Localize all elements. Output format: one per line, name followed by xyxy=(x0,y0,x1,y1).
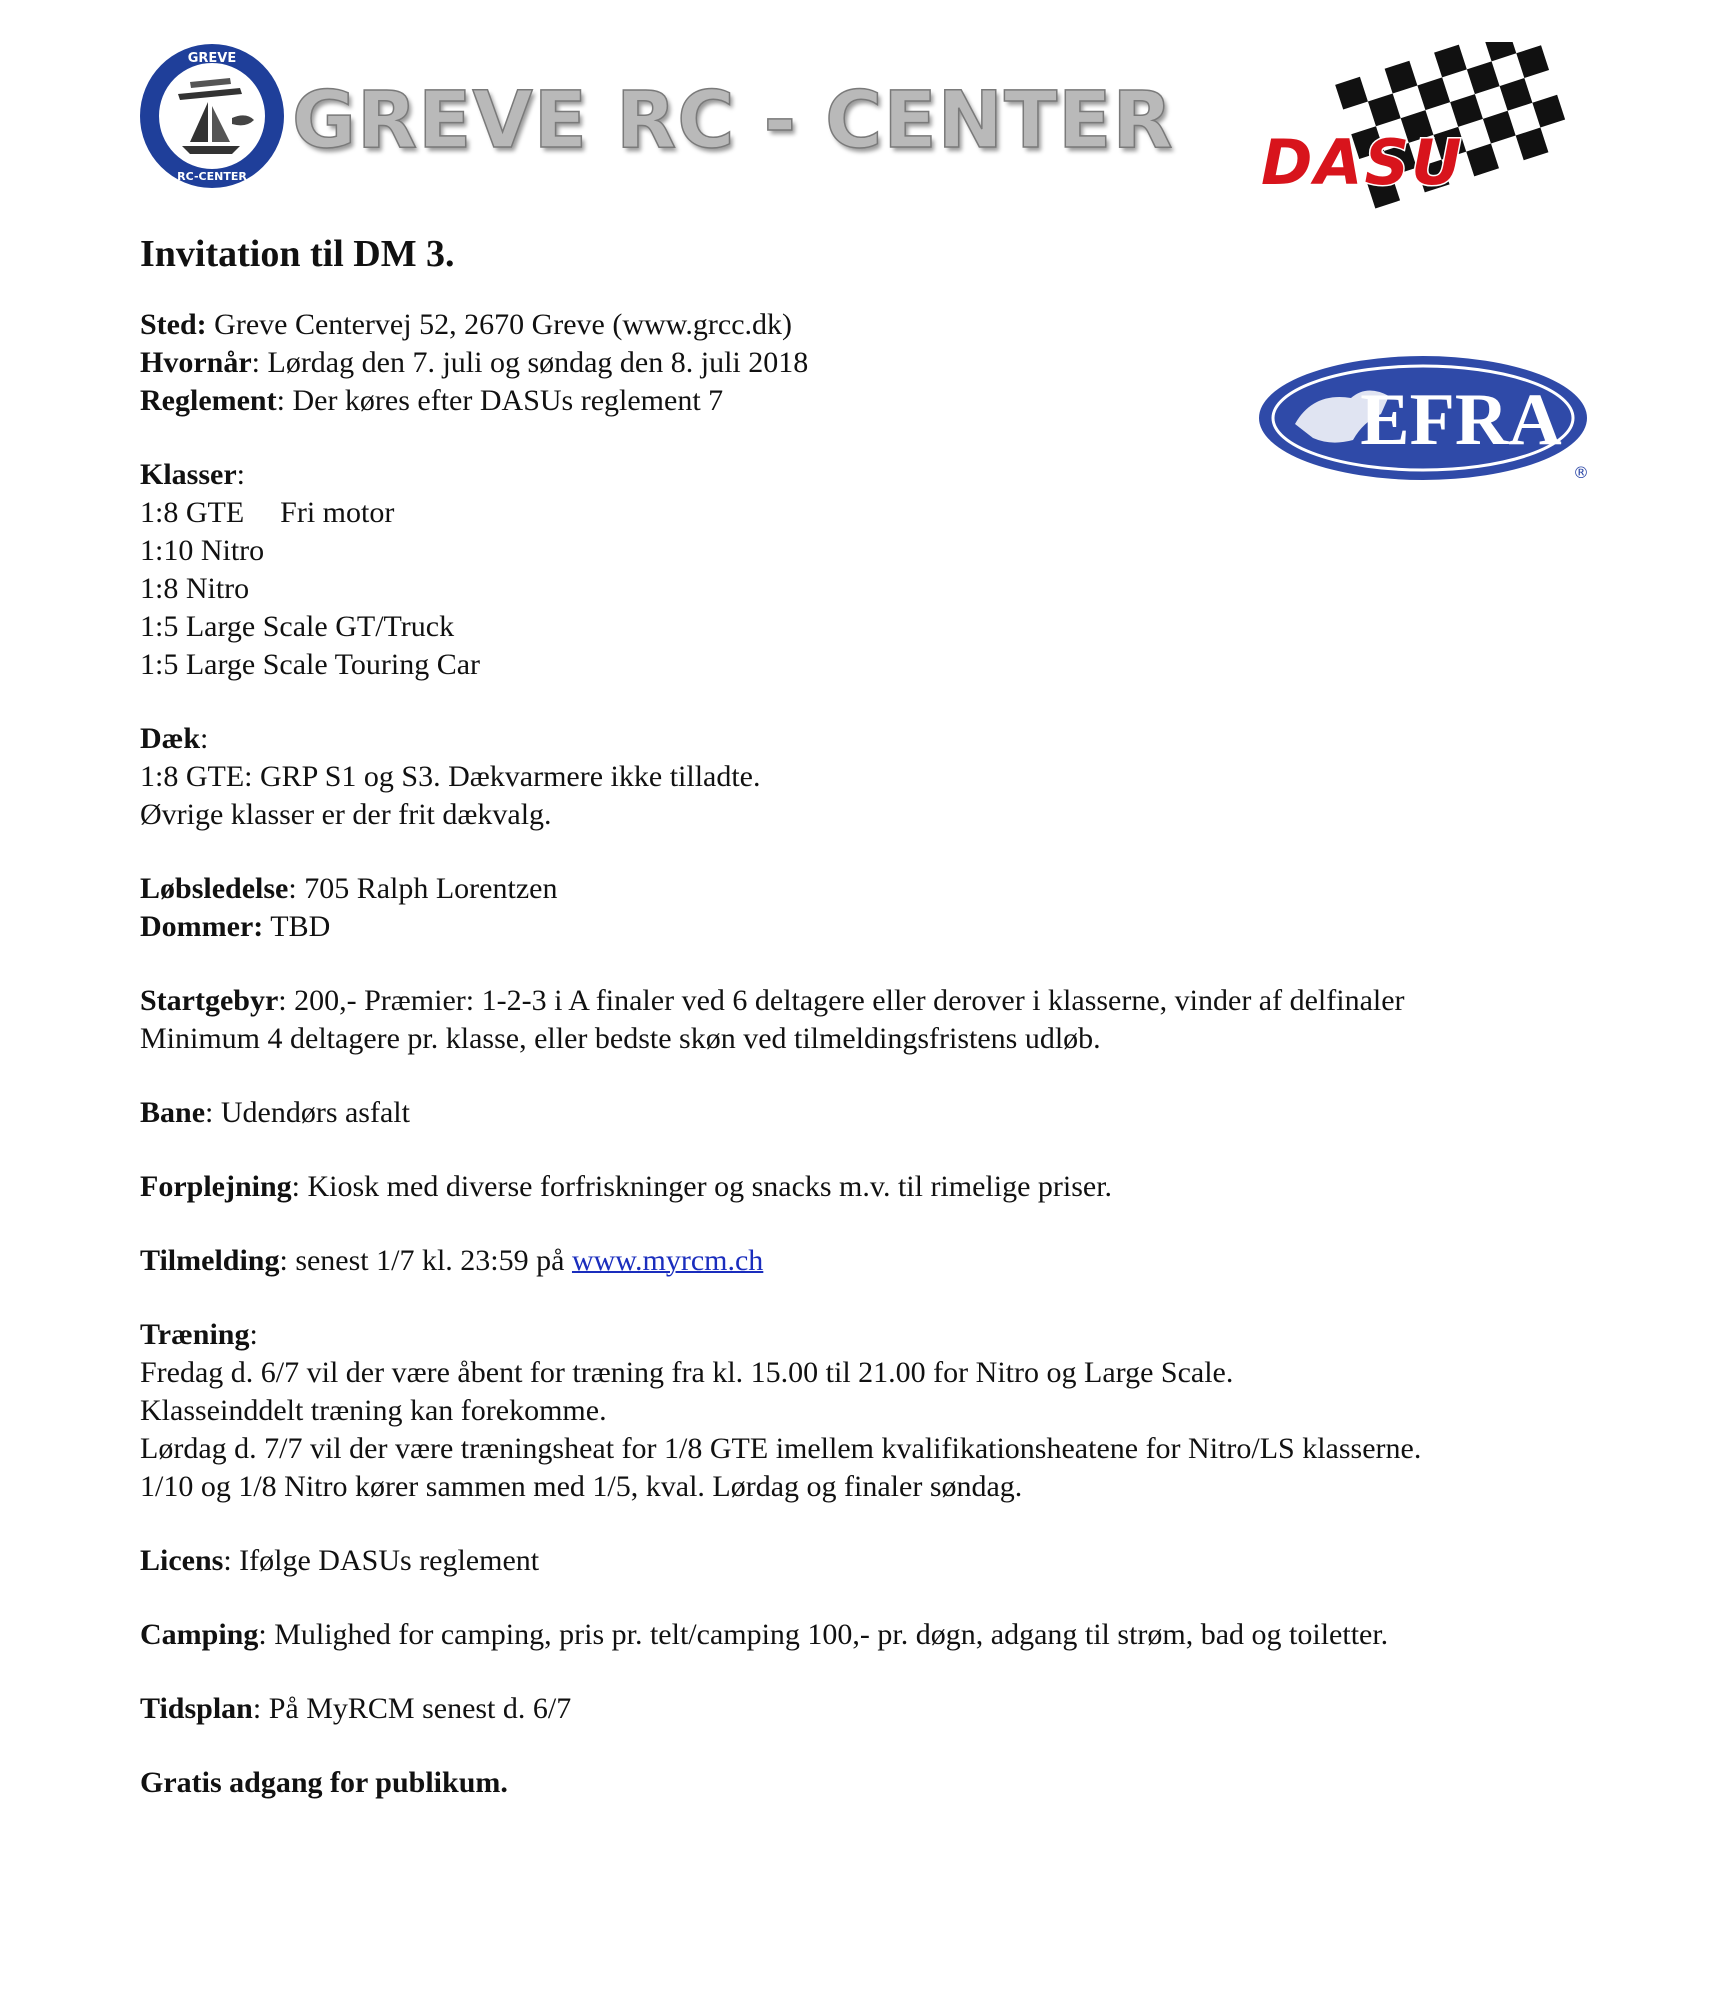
dasu-logo-text: DASU xyxy=(1261,126,1464,199)
entry-fee-minimum: Minimum 4 deltagere pr. klasse, eller bedste skøn ved tilmeldingsfristens udløb. xyxy=(140,1022,1101,1055)
camping-label: Camping xyxy=(140,1618,259,1651)
efra-registered-mark: ® xyxy=(1573,463,1589,482)
license-label: Licens xyxy=(140,1544,224,1577)
class-item: 1:8 Nitro xyxy=(140,572,250,605)
class-item: 1:10 Nitro xyxy=(140,534,265,567)
classes-heading xyxy=(140,456,1560,494)
license-section xyxy=(140,1542,1560,1580)
training-section xyxy=(140,1316,1560,1506)
registration-value: : senest 1/7 kl. 23:59 på xyxy=(279,1244,572,1277)
info-rules xyxy=(140,382,1560,420)
training-heading xyxy=(140,1316,1560,1354)
entry-fee-text xyxy=(140,982,1560,1020)
page-title: Invitation til DM 3. xyxy=(140,233,455,275)
track-section xyxy=(140,1094,1560,1132)
info-date xyxy=(140,344,1560,382)
registration-label: Tilmelding xyxy=(140,1244,280,1277)
class-item: 1:5 Large Scale GT/Truck xyxy=(140,610,455,643)
club-name-heading: GREVE RC - CENTER xyxy=(292,76,1174,166)
class-item-label: 1:8 GTE xyxy=(140,496,245,529)
info-date-value: : Lørdag den 7. juli og søndag den 8. juli 2018 xyxy=(251,346,809,379)
efra-logo-text: EFRA xyxy=(1360,379,1562,461)
training-line: 1/10 og 1/8 Nitro kører sammen med 1/5, kval. Lørdag og finaler søndag. xyxy=(140,1470,1023,1503)
schedule-section xyxy=(140,1690,1560,1728)
classes-section xyxy=(140,456,1560,684)
track-label: Bane xyxy=(140,1096,206,1129)
judge-label: Dommer: xyxy=(140,910,264,943)
tires-heading xyxy=(140,720,1560,758)
myrcm-link[interactable]: www.myrcm.ch xyxy=(571,1244,764,1277)
registration-section xyxy=(140,1242,1560,1280)
judge xyxy=(140,908,1560,946)
training-line: Lørdag d. 7/7 vil der være træningsheat for 1/8 GTE imellem kvalifikationsheatene for Nitro/LS klasserne. xyxy=(140,1432,1422,1465)
race-director xyxy=(140,870,1560,908)
training-colon: : xyxy=(249,1318,258,1351)
catering-label: Forplejning xyxy=(140,1170,292,1203)
officials-section xyxy=(140,870,1560,946)
track-value: : Udendørs asfalt xyxy=(205,1096,410,1129)
dasu-logo xyxy=(1255,42,1595,217)
tires-line: Øvrige klasser er der frit dækvalg. xyxy=(140,798,552,831)
greve-logo-top-text: GREVE xyxy=(187,51,237,66)
class-item: 1:5 Large Scale Touring Car xyxy=(140,648,481,681)
info-rules-label: Reglement xyxy=(140,384,277,417)
tires-colon: : xyxy=(200,722,209,755)
race-director-value: : 705 Ralph Lorentzen xyxy=(288,872,558,905)
schedule-label: Tidsplan xyxy=(140,1692,253,1725)
info-location-value: Greve Centervej 52, 2670 Greve (www.grcc.dk) xyxy=(206,308,793,341)
greve-rc-center-logo xyxy=(138,42,286,190)
classes-label: Klasser xyxy=(140,458,237,491)
schedule-value: : På MyRCM senest d. 6/7 xyxy=(252,1692,572,1725)
entry-fee-value: : 200,- Præmier: 1-2-3 i A finaler ved 6 deltagere eller derover i klasserne, vinder af delfinaler xyxy=(278,984,1405,1017)
free-admission-note: Gratis adgang for publikum. xyxy=(140,1766,508,1799)
training-label: Træning xyxy=(140,1318,250,1351)
training-line: Klasseinddelt træning kan forekomme. xyxy=(140,1394,607,1427)
tires-line: 1:8 GTE: GRP S1 og S3. Dækvarmere ikke tilladte. xyxy=(140,760,761,793)
entry-fee-label: Startgebyr xyxy=(140,984,279,1017)
catering-section xyxy=(140,1168,1560,1206)
info-rules-value: : Der køres efter DASUs reglement 7 xyxy=(276,384,724,417)
info-date-label: Hvornår xyxy=(140,346,252,379)
license-value: : Ifølge DASUs reglement xyxy=(223,1544,540,1577)
invitation-document xyxy=(140,228,1560,1838)
training-line: Fredag d. 6/7 vil der være åbent for træning fra kl. 15.00 til 21.00 for Nitro og Large Scale. xyxy=(140,1356,1234,1389)
greve-logo-bottom-text: RC-CENTER xyxy=(177,170,247,183)
info-location-label: Sted: xyxy=(140,308,207,341)
camping-value: : Mulighed for camping, pris pr. telt/camping 100,- pr. døgn, adgang til strøm, bad og toiletter. xyxy=(258,1618,1389,1651)
entry-fee-section xyxy=(140,982,1560,1058)
camping-section xyxy=(140,1616,1560,1654)
class-item-note: Fri motor xyxy=(280,496,395,529)
tires-label: Dæk xyxy=(140,722,201,755)
event-info-block xyxy=(140,306,1560,420)
race-director-label: Løbsledelse xyxy=(140,872,289,905)
info-location xyxy=(140,306,1560,344)
class-item xyxy=(140,494,1560,532)
catering-value: : Kiosk med diverse forfriskninger og snacks m.v. til rimelige priser. xyxy=(291,1170,1113,1203)
classes-colon: : xyxy=(236,458,245,491)
tires-section xyxy=(140,720,1560,834)
judge-value: TBD xyxy=(263,910,331,943)
